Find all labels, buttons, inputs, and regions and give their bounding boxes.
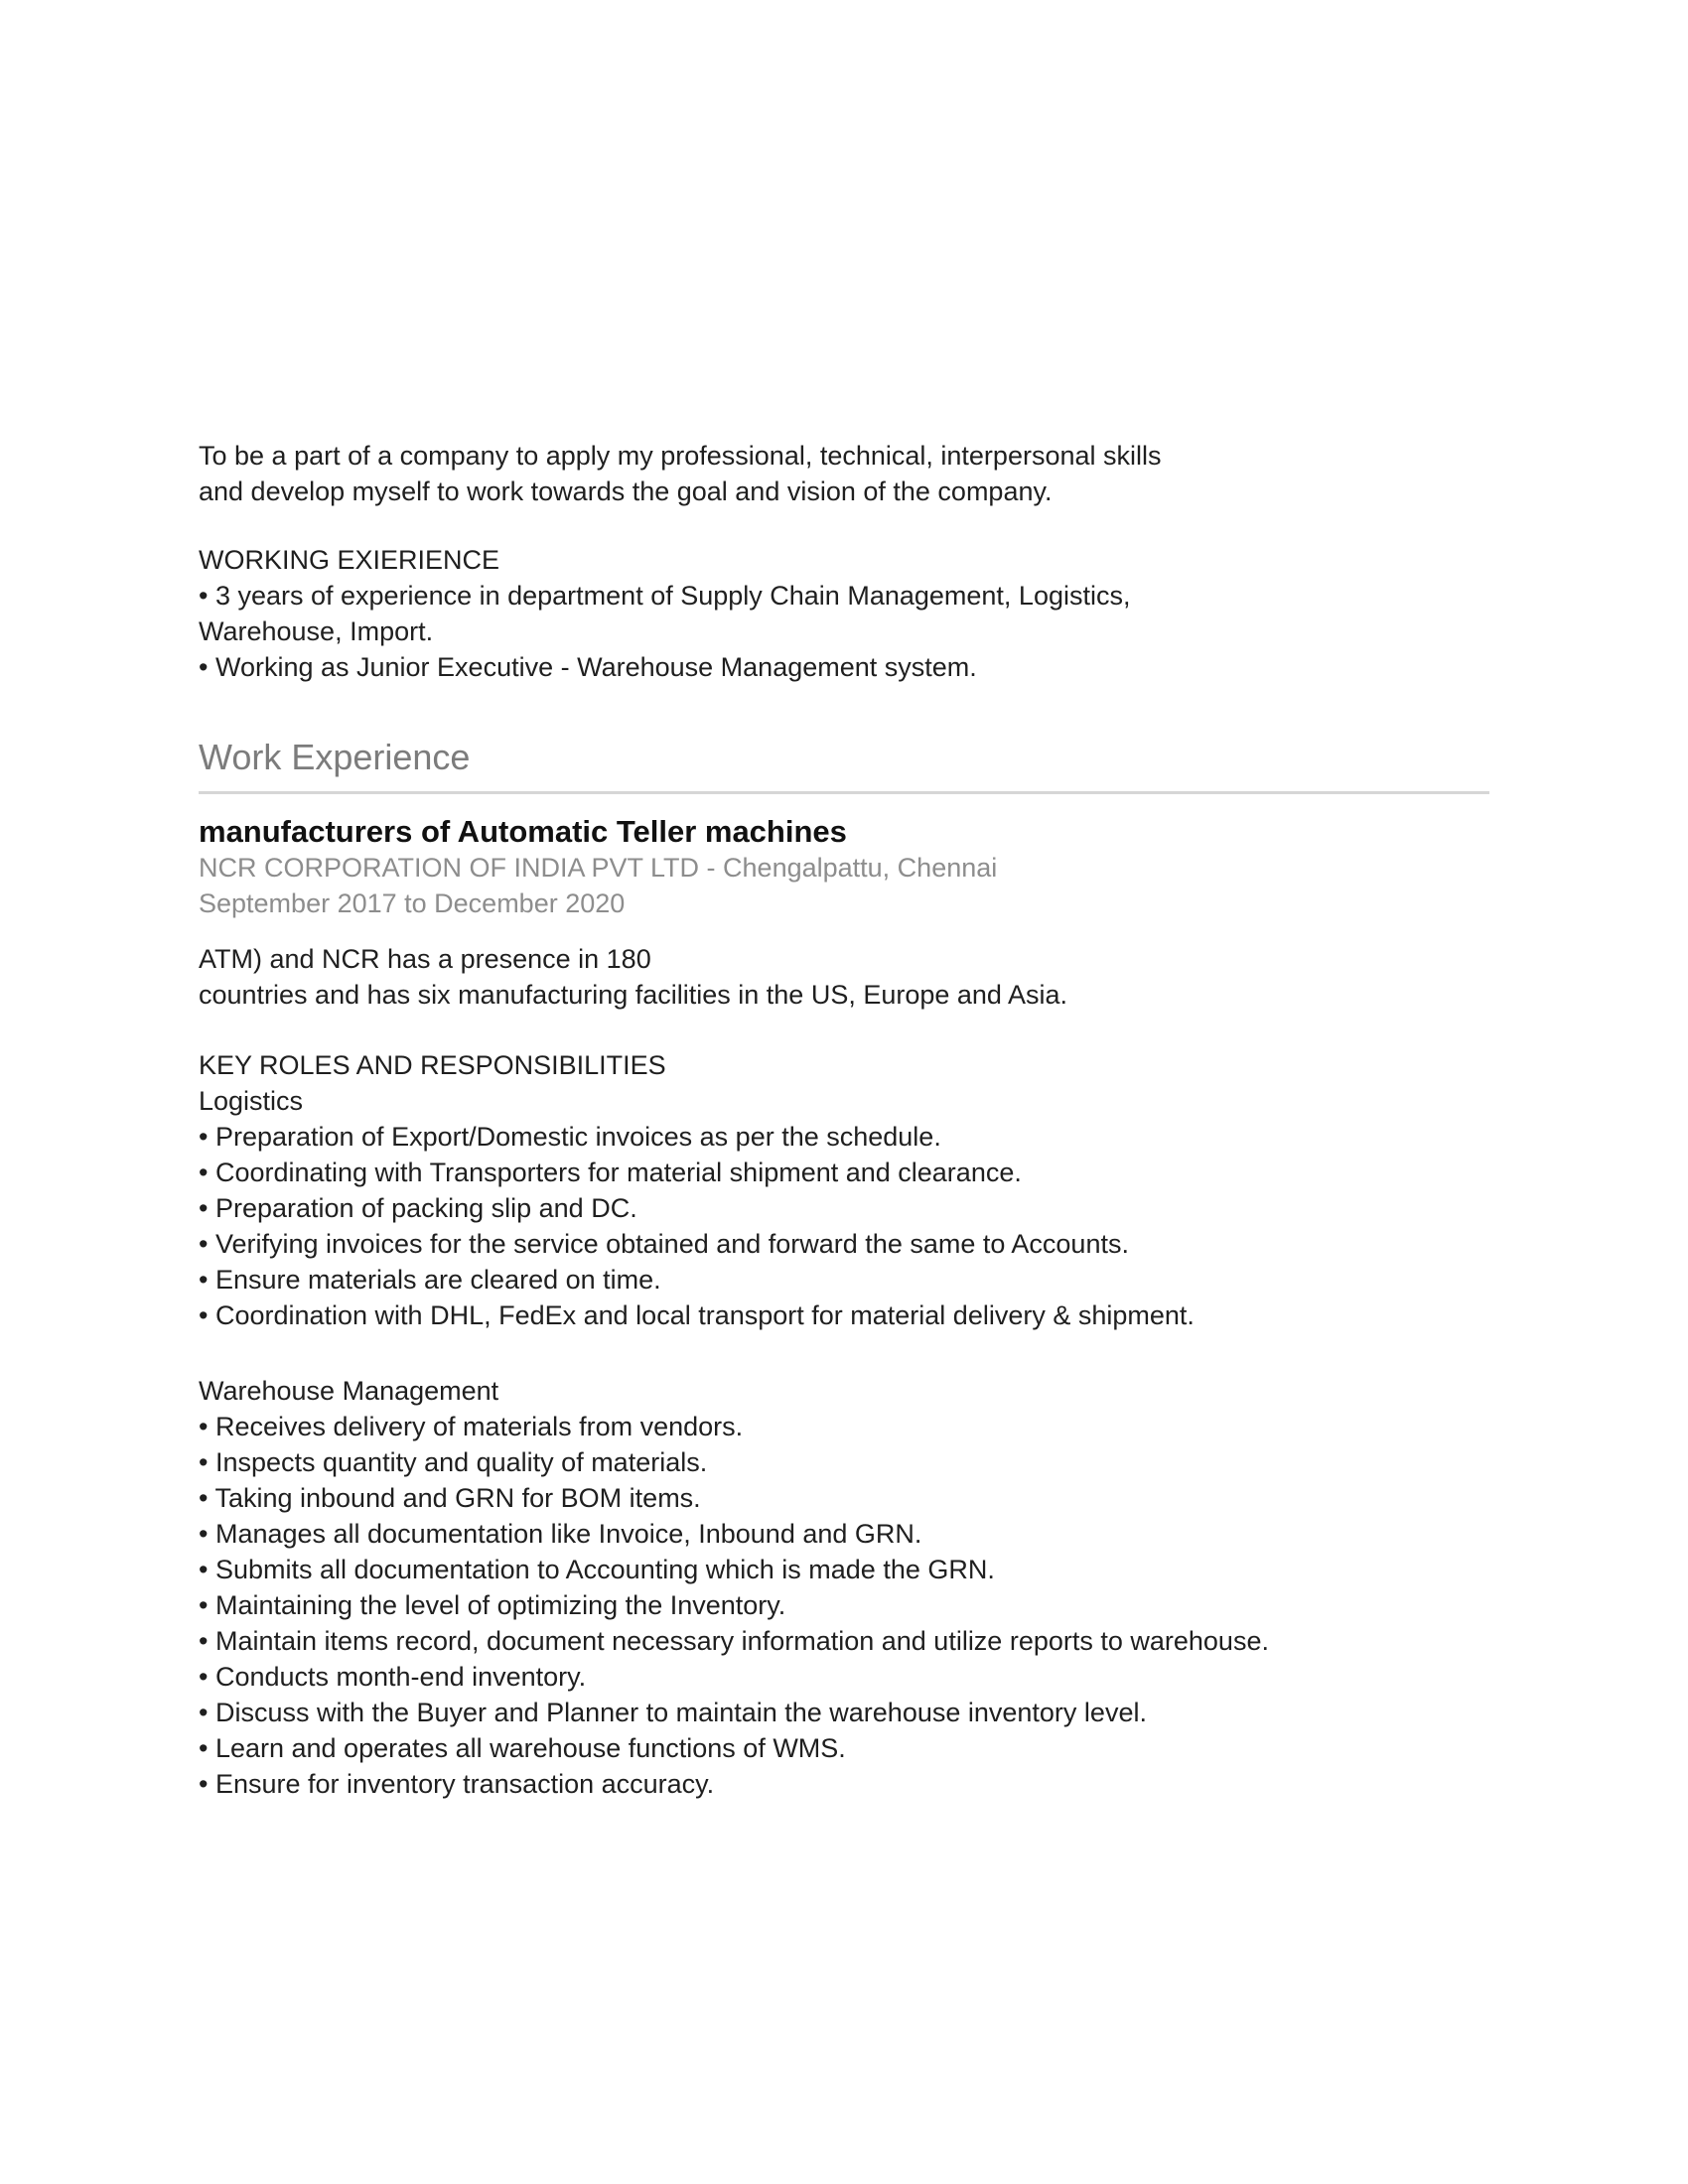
summary-bullet-continuation: Warehouse, Import. (199, 616, 434, 646)
objective-line: and develop myself to work towards the goal and vision of the company. (199, 477, 1053, 506)
key-roles-section (199, 1047, 1489, 1333)
warehouse-management-section (199, 1373, 1489, 1802)
job-dates: September 2017 to December 2020 (199, 888, 626, 918)
objective-line: To be a part of a company to apply my professional, technical, interpersonal skills (199, 441, 1162, 471)
logistics-bullet: • Preparation of packing slip and DC. (199, 1193, 637, 1223)
objective-paragraph (199, 438, 1489, 509)
job-description-line: countries and has six manufacturing facilities in the US, Europe and Asia. (199, 980, 1067, 1010)
job-title: manufacturers of Automatic Teller machines (199, 814, 847, 849)
warehouse-heading: Warehouse Management (199, 1376, 499, 1406)
job-description (199, 941, 1489, 1013)
logistics-bullet: • Preparation of Export/Domestic invoices as per the schedule. (199, 1122, 941, 1152)
logistics-subheading: Logistics (199, 1086, 304, 1116)
warehouse-bullet: • Maintain items record, document necessary information and utilize reports to warehouse. (199, 1626, 1269, 1656)
section-divider (199, 791, 1489, 794)
key-roles-heading: KEY ROLES AND RESPONSIBILITIES (199, 1050, 666, 1080)
logistics-bullet: • Ensure materials are cleared on time. (199, 1265, 661, 1295)
summary-bullet: • 3 years of experience in department of Supply Chain Management, Logistics, (199, 581, 1131, 611)
job-company-location: NCR CORPORATION OF INDIA PVT LTD - Chengalpattu, Chennai (199, 853, 998, 883)
summary-bullet: • Working as Junior Executive - Warehouse Management system. (199, 652, 977, 682)
warehouse-bullet: • Learn and operates all warehouse functions of WMS. (199, 1733, 846, 1763)
warehouse-bullet: • Maintaining the level of optimizing the Inventory. (199, 1590, 786, 1620)
logistics-bullet: • Coordination with DHL, FedEx and local transport for material delivery & shipment. (199, 1300, 1195, 1330)
summary-heading: WORKING EXIERIENCE (199, 545, 500, 575)
warehouse-bullet: • Receives delivery of materials from vendors. (199, 1412, 744, 1441)
warehouse-bullet: • Discuss with the Buyer and Planner to maintain the warehouse inventory level. (199, 1698, 1147, 1727)
warehouse-bullet: • Conducts month-end inventory. (199, 1662, 587, 1692)
warehouse-bullet: • Inspects quantity and quality of materials. (199, 1447, 708, 1477)
working-experience-summary (199, 542, 1489, 685)
logistics-bullet: • Coordinating with Transporters for material shipment and clearance. (199, 1158, 1022, 1187)
logistics-bullet: • Verifying invoices for the service obtained and forward the same to Accounts. (199, 1229, 1129, 1259)
warehouse-bullet: • Manages all documentation like Invoice, Inbound and GRN. (199, 1519, 922, 1549)
job-header (199, 814, 1489, 921)
warehouse-bullet: • Submits all documentation to Accounting which is made the GRN. (199, 1555, 995, 1584)
warehouse-bullet: • Ensure for inventory transaction accuracy. (199, 1769, 715, 1799)
section-heading-work-experience: Work Experience (199, 737, 471, 777)
warehouse-bullet: • Taking inbound and GRN for BOM items. (199, 1483, 701, 1513)
job-description-line: ATM) and NCR has a presence in 180 (199, 944, 651, 974)
